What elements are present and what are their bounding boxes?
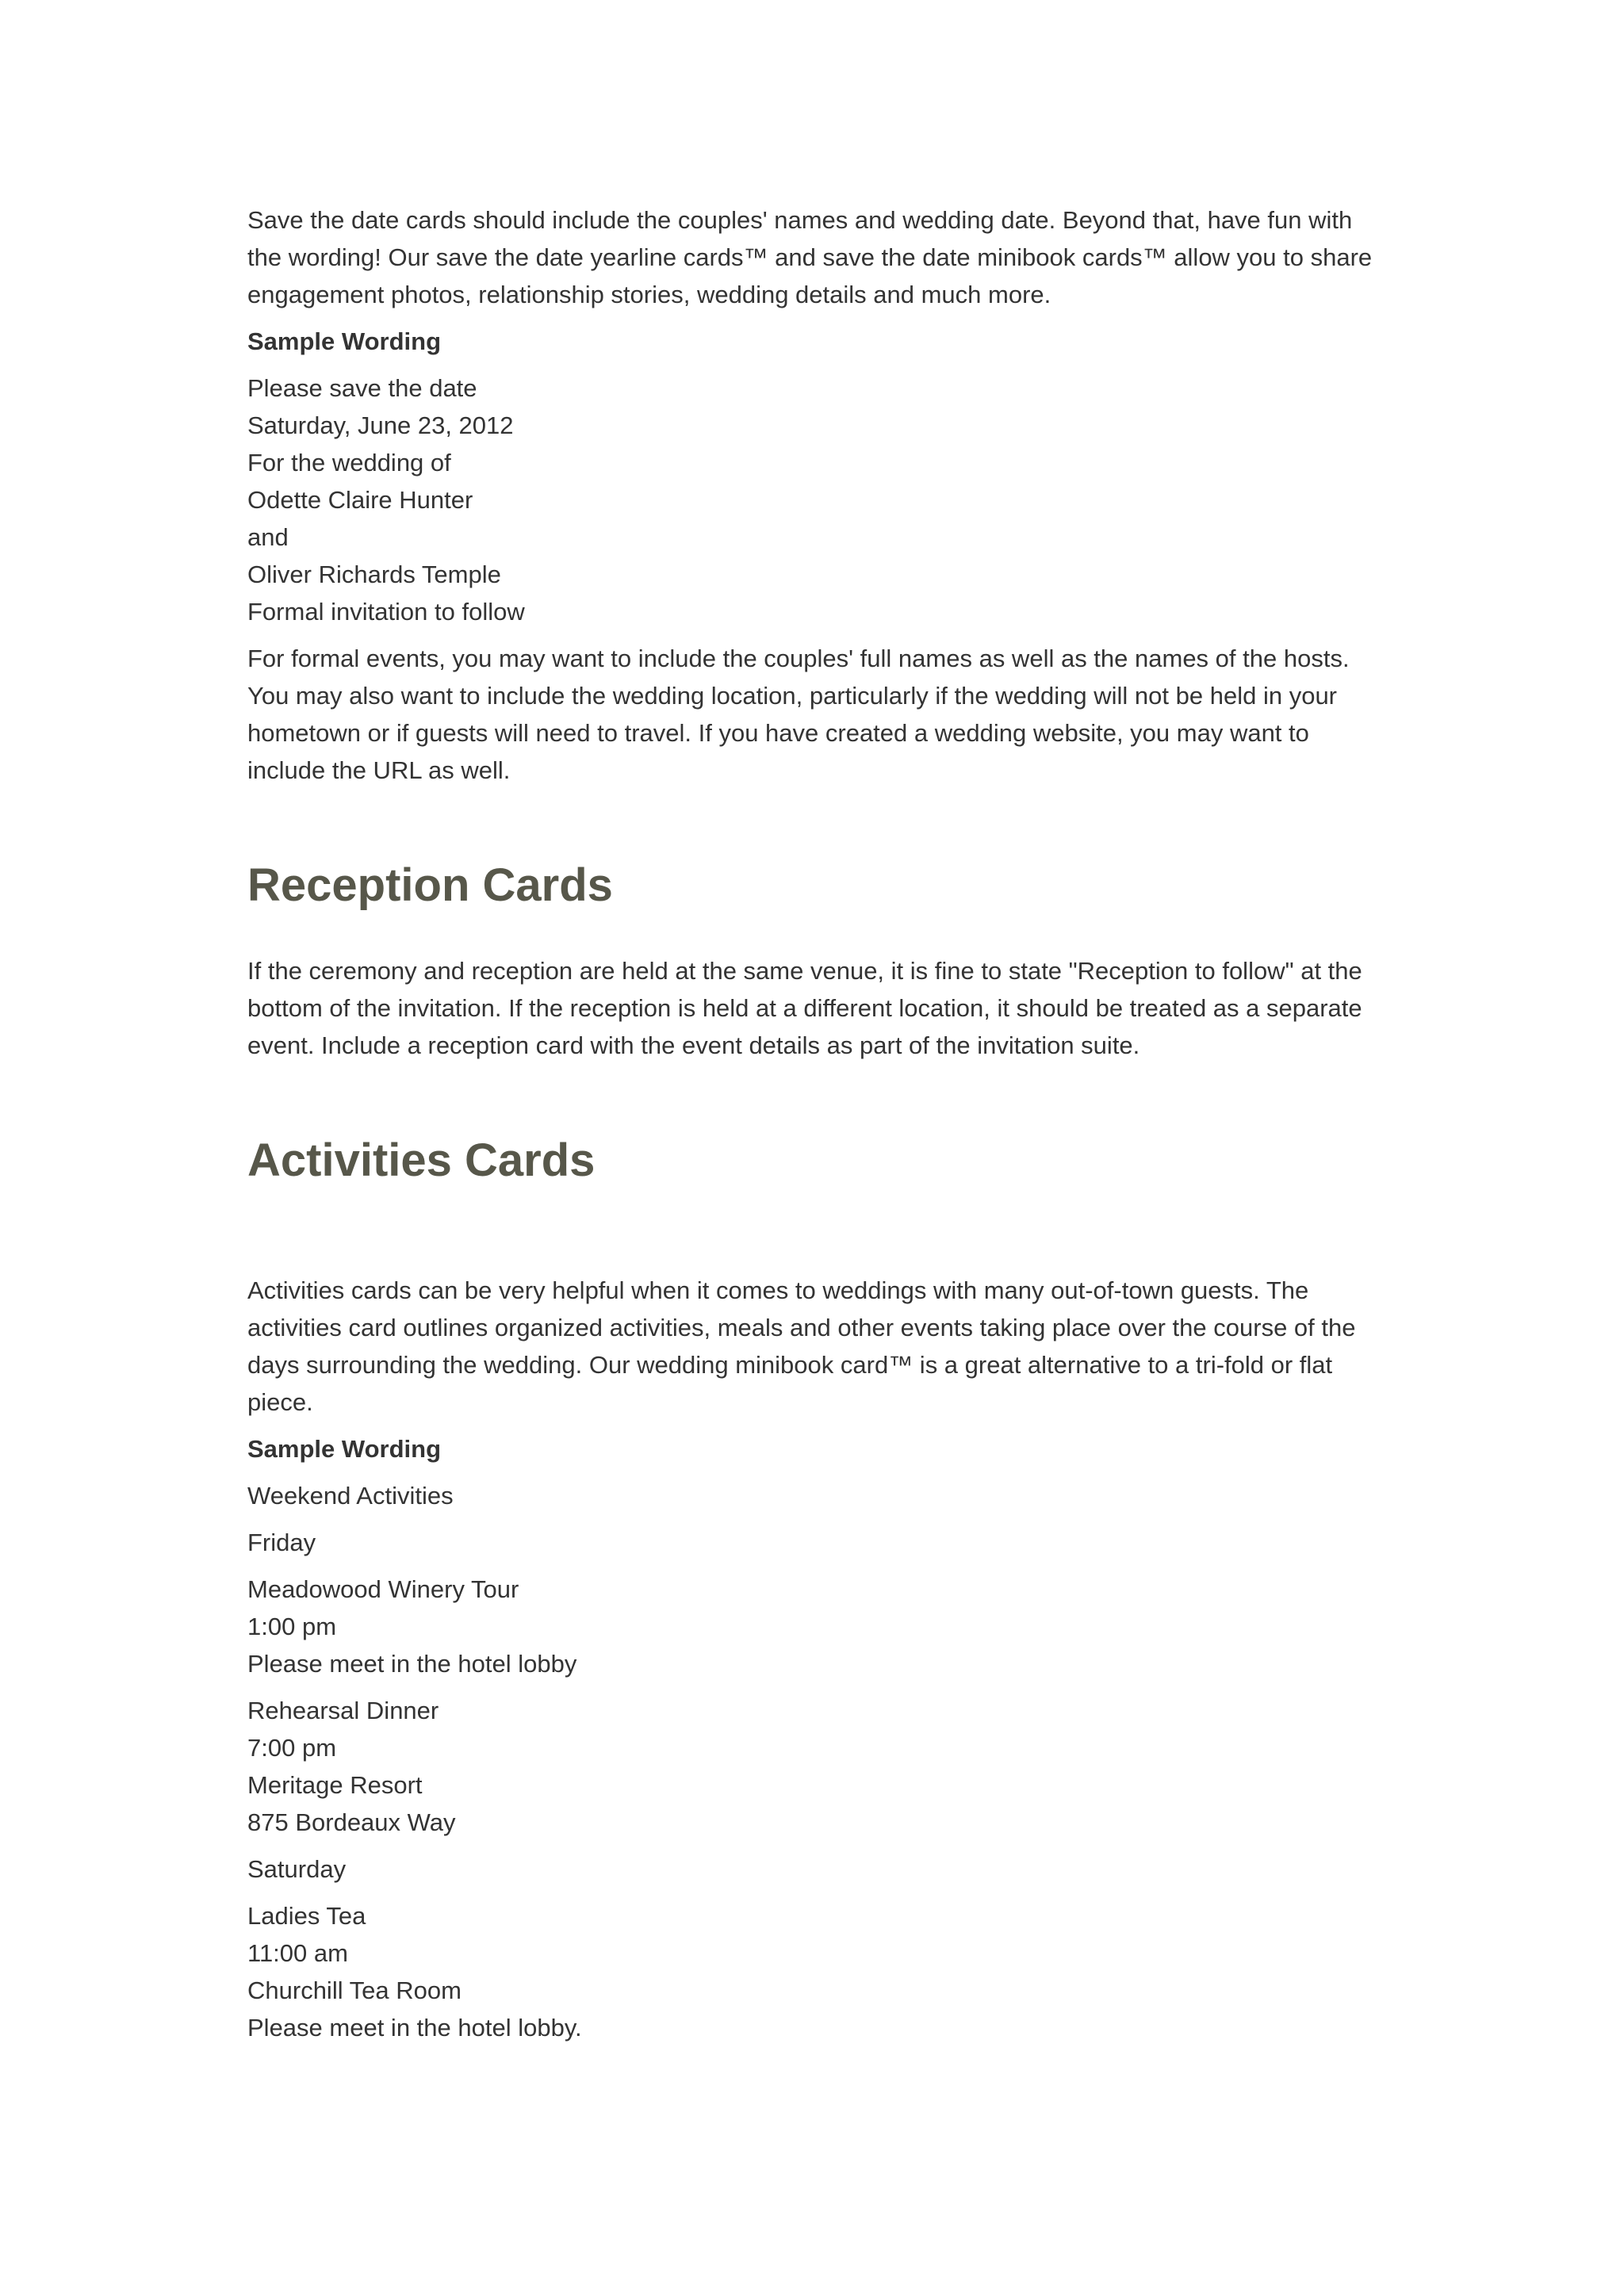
- event-time: 11:00 am: [247, 1939, 348, 1967]
- sample-line: For the wedding of: [247, 449, 451, 476]
- event-detail: Please meet in the hotel lobby: [247, 1650, 577, 1678]
- day-label-friday: Friday: [247, 1529, 316, 1556]
- event-winery-tour: [247, 1571, 1389, 1682]
- formal-events-paragraph: For formal events, you may want to include the couples' full names as well as the names of the hosts. You may also want to include the wedding location, particularly if the wedding will not be held in your hometown or if guests will need to travel. If you have created a wedding website, you may want to include the URL as well.: [247, 645, 1350, 784]
- reception-cards-heading: Reception Cards: [247, 859, 613, 911]
- intro-paragraph: Save the date cards should include the couples' names and wedding date. Beyond that, have fun with the wording! Our save the date yearline cards™ and save the date minibook cards™ allow you to share engagement photos, relationship stories, wedding details and much more.: [247, 206, 1373, 308]
- sample-line: and: [247, 523, 289, 551]
- activities-paragraph: Activities cards can be very helpful when it comes to weddings with many out-of-town guests. The activities card outlines organized activities, meals and other events taking place over the course of the days surrounding the wedding. Our wedding minibook card™ is a great alternative to a tri-fold or flat piece.: [247, 1276, 1356, 1416]
- weekend-activities-title: Weekend Activities: [247, 1482, 454, 1510]
- event-detail: Please meet in the hotel lobby.: [247, 2014, 582, 2042]
- day-label-saturday: Saturday: [247, 1855, 347, 1883]
- event-name: Rehearsal Dinner: [247, 1697, 439, 1724]
- sample-line: Oliver Richards Temple: [247, 561, 501, 588]
- sample-line: Formal invitation to follow: [247, 598, 525, 626]
- sample-wording-label: Sample Wording: [247, 327, 442, 355]
- event-name: Meadowood Winery Tour: [247, 1575, 519, 1603]
- event-ladies-tea: [247, 1897, 1389, 2046]
- document-page: [247, 201, 1389, 2056]
- save-the-date-sample: [247, 369, 1389, 630]
- event-venue: Meritage Resort: [247, 1771, 423, 1799]
- event-time: 7:00 pm: [247, 1734, 337, 1762]
- event-venue: Churchill Tea Room: [247, 1976, 462, 2004]
- sample-line: Saturday, June 23, 2012: [247, 411, 514, 439]
- event-time: 1:00 pm: [247, 1613, 337, 1640]
- sample-wording-label: Sample Wording: [247, 1435, 442, 1463]
- activities-cards-heading: Activities Cards: [247, 1135, 596, 1186]
- sample-line: Odette Claire Hunter: [247, 486, 473, 514]
- event-address: 875 Bordeaux Way: [247, 1808, 456, 1836]
- reception-paragraph: If the ceremony and reception are held at the same venue, it is fine to state "Reception to follow" at the bottom of the invitation. If the reception is held at a different location, it should be treated as a separate event. Include a reception card with the event details as part of the invitation suite.: [247, 957, 1362, 1059]
- sample-line: Please save the date: [247, 374, 477, 402]
- event-rehearsal-dinner: [247, 1692, 1389, 1841]
- event-name: Ladies Tea: [247, 1902, 366, 1930]
